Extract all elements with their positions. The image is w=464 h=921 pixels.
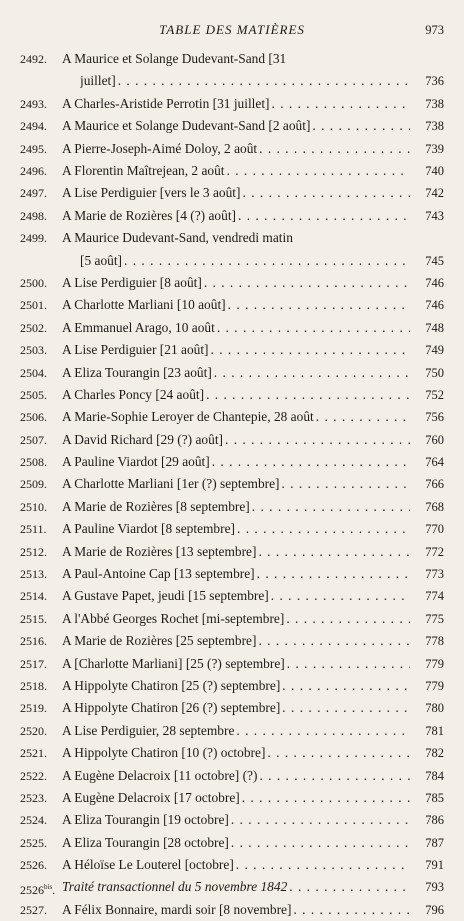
- dot-leader: [214, 362, 410, 384]
- entry-page-number: 742: [425, 186, 444, 201]
- entry-page-number: 739: [425, 141, 444, 156]
- entry-title: A Marie de Rozières [13 septembre]: [62, 543, 257, 559]
- toc-entry: [0, 93, 464, 115]
- entry-number: 2522.: [20, 768, 47, 783]
- entry-number: 2513.: [20, 567, 47, 582]
- dot-leader: [282, 473, 410, 495]
- toc-entry: [0, 697, 464, 719]
- dot-leader: [258, 541, 410, 563]
- entry-title: A Lise Perdiguier [8 août]: [62, 274, 202, 290]
- entry-number: 2512.: [20, 544, 47, 559]
- toc-entry: [0, 608, 464, 630]
- dot-leader: [267, 742, 410, 764]
- toc-entry: [0, 384, 464, 406]
- entry-number: 2514.: [20, 589, 47, 604]
- entry-number-superscript: bis: [44, 883, 53, 892]
- toc-entry: [0, 160, 464, 182]
- entry-number: $2526^{bis}$.: [20, 883, 56, 898]
- toc-entry: [0, 362, 464, 384]
- entry-number: 2516.: [20, 634, 47, 649]
- dot-leader: [212, 451, 410, 473]
- toc-entry: [0, 630, 464, 652]
- entry-page-number: 775: [425, 611, 444, 626]
- entry-title: A Hippolyte Chatiron [10 (?) octobre]: [62, 745, 266, 761]
- entry-title: A Maurice Dudevant-Sand, vendredi matin: [62, 230, 293, 246]
- toc-entry: [0, 899, 464, 921]
- toc-entry: [0, 541, 464, 563]
- entry-title: A Félix Bonnaire, mardi soir [8 novembre]: [62, 901, 292, 917]
- page-title: TABLE DES MATIÈRES: [159, 22, 305, 37]
- entry-number: 2511.: [20, 522, 47, 537]
- entry-number: 2527.: [20, 902, 47, 917]
- entry-number: 2493.: [20, 96, 47, 111]
- entry-title: A Lise Perdiguier [vers le 3 août]: [62, 185, 241, 201]
- toc-entry: [0, 294, 464, 316]
- entry-page-number: 779: [425, 656, 444, 671]
- entry-title: A Héloïse Le Louterel [octobre]: [62, 857, 234, 873]
- entry-page-number: 774: [425, 589, 444, 604]
- entry-page-number: 779: [425, 678, 444, 693]
- dot-leader: [238, 205, 410, 227]
- entry-page-number: 738: [425, 96, 444, 111]
- dot-leader: [242, 787, 410, 809]
- entry-title: A Hippolyte Chatiron [26 (?) septembre]: [62, 700, 281, 716]
- entry-title: A Eliza Tourangin [19 octobre]: [62, 812, 229, 828]
- entry-page-number: 764: [425, 455, 444, 470]
- toc-entry: [0, 832, 464, 854]
- entry-title: A l'Abbé Georges Rochet [mi-septembre]: [62, 610, 285, 626]
- toc-entry: [0, 518, 464, 540]
- entry-page-number: 787: [425, 835, 444, 850]
- toc-entry: [0, 317, 464, 339]
- toc-entry: [0, 787, 464, 809]
- entry-number: 2523.: [20, 790, 47, 805]
- dot-leader: [225, 429, 410, 451]
- entry-number: 2507.: [20, 432, 47, 447]
- entry-page-number: 746: [425, 298, 444, 313]
- toc-entry: [0, 742, 464, 764]
- entry-title: Traité transactionnel du 5 novembre 1842: [62, 879, 288, 895]
- toc-entry: [0, 876, 464, 898]
- entry-number: 2503.: [20, 343, 47, 358]
- entry-title: A Marie de Rozières [8 septembre]: [62, 498, 250, 514]
- entry-page-number: 793: [425, 880, 444, 895]
- toc-entry: [0, 765, 464, 787]
- dot-leader: [236, 854, 410, 876]
- entry-page-number: 736: [425, 74, 444, 89]
- dot-leader: [293, 899, 410, 921]
- entry-page-number: 748: [425, 320, 444, 335]
- entry-number: 2518.: [20, 678, 47, 693]
- toc-entry: [0, 473, 464, 495]
- toc-entry: [0, 429, 464, 451]
- entry-number: 2521.: [20, 746, 47, 761]
- dot-leader: [282, 675, 410, 697]
- dot-leader: [289, 876, 410, 898]
- entry-page-number: 743: [425, 208, 444, 223]
- entry-number: 2509.: [20, 477, 47, 492]
- dot-leader: [282, 697, 410, 719]
- entry-title: A Maurice et Solange Dudevant-Sand [2 août]: [62, 118, 311, 134]
- entry-title: A Charlotte Marliani [1er (?) septembre]: [62, 476, 280, 492]
- dot-leader: [236, 720, 410, 742]
- entry-number: 2498.: [20, 208, 47, 223]
- entry-number: 2499.: [20, 231, 47, 246]
- entry-page-number: 778: [425, 634, 444, 649]
- entry-title: A David Richard [29 (?) août]: [62, 431, 224, 447]
- entry-number: 2510.: [20, 499, 47, 514]
- entry-title: A Pierre-Joseph-Aimé Doloy, 2 août: [62, 140, 258, 156]
- entry-title: A Eugène Delacroix [17 octobre]: [62, 789, 240, 805]
- entry-title-continued: juillet]: [80, 73, 116, 89]
- entry-page-number: 752: [425, 387, 444, 402]
- entry-number: 2519.: [20, 701, 47, 716]
- toc-entry: [0, 138, 464, 160]
- toc-entry: [0, 809, 464, 831]
- entry-page-number: 780: [425, 701, 444, 716]
- dot-leader: [231, 809, 410, 831]
- entry-number: 2505.: [20, 387, 47, 402]
- running-header: [0, 22, 464, 40]
- entry-title: A Hippolyte Chatiron [25 (?) septembre]: [62, 677, 281, 693]
- dot-leader: [286, 608, 410, 630]
- entry-title: A Gustave Papet, jeudi [15 septembre]: [62, 588, 269, 604]
- entry-page-number: 738: [425, 119, 444, 134]
- toc-entry: [0, 339, 464, 361]
- dot-leader: [287, 653, 410, 675]
- entry-title: A Marie-Sophie Leroyer de Chantepie, 28 août: [62, 409, 314, 425]
- page-number: 973: [425, 23, 444, 37]
- entry-number: 2500.: [20, 275, 47, 290]
- entry-number: 2495.: [20, 141, 47, 156]
- toc-entry: [0, 182, 464, 204]
- entry-title-continued: [5 août]: [80, 252, 123, 268]
- toc-entry: [0, 585, 464, 607]
- entry-title: A Pauline Viardot [29 août]: [62, 454, 210, 470]
- entry-title: A Charles-Aristide Perrotin [31 juillet]: [62, 95, 270, 111]
- entry-page-number: 785: [425, 790, 444, 805]
- entry-number: 2494.: [20, 119, 47, 134]
- entry-number: 2517.: [20, 656, 47, 671]
- entry-title: A Eliza Tourangin [23 août]: [62, 364, 212, 380]
- entry-number: 2492.: [20, 52, 47, 66]
- entry-title: A Eugène Delacroix [11 octobre] (?): [62, 767, 258, 783]
- toc-entry: [0, 205, 464, 227]
- entry-title: A [Charlotte Marliani] [25 (?) septembre]: [62, 655, 285, 671]
- entry-title: A Emmanuel Arago, 10 août: [62, 319, 215, 335]
- table-of-contents: [0, 48, 464, 921]
- toc-entry: [0, 451, 464, 473]
- dot-leader: [227, 160, 410, 182]
- entry-page-number: 781: [425, 723, 444, 738]
- toc-entry: [0, 854, 464, 876]
- entry-number: 2504.: [20, 365, 47, 380]
- entry-number: 2525.: [20, 835, 47, 850]
- entry-title: A Eliza Tourangin [28 octobre]: [62, 834, 229, 850]
- entry-page-number: 770: [425, 522, 444, 537]
- toc-entry: [0, 720, 464, 742]
- dot-leader: [118, 70, 410, 92]
- dot-leader: [237, 518, 410, 540]
- entry-title: A Paul-Antoine Cap [13 septembre]: [62, 566, 255, 582]
- dot-leader: [217, 317, 410, 339]
- entry-title: A Marie de Rozières [25 septembre]: [62, 633, 257, 649]
- dot-leader: [204, 272, 410, 294]
- entry-number: 2520.: [20, 723, 47, 738]
- dot-leader: [252, 496, 410, 518]
- entry-page-number: 782: [425, 746, 444, 761]
- entry-title: A Lise Perdiguier [21 août]: [62, 342, 209, 358]
- toc-entry: [0, 48, 464, 93]
- entry-page-number: 773: [425, 567, 444, 582]
- toc-entry: [0, 227, 464, 272]
- entry-title: A Lise Perdiguier, 28 septembre: [62, 722, 235, 738]
- entry-page-number: 784: [425, 768, 444, 783]
- toc-entry: [0, 563, 464, 585]
- entry-page-number: 749: [425, 343, 444, 358]
- entry-page-number: 772: [425, 544, 444, 559]
- entry-number: 2508.: [20, 455, 47, 470]
- entry-page-number: 786: [425, 813, 444, 828]
- dot-leader: [259, 138, 410, 160]
- entry-title: A Maurice et Solange Dudevant-Sand [31: [62, 51, 287, 66]
- entry-page-number: 766: [425, 477, 444, 492]
- dot-leader: [271, 585, 410, 607]
- entry-number: 2502.: [20, 320, 47, 335]
- dot-leader: [211, 339, 410, 361]
- entry-title: A Marie de Rozières [4 (?) août]: [62, 207, 237, 223]
- toc-entry: [0, 115, 464, 137]
- dot-leader: [231, 832, 410, 854]
- entry-number: 2496.: [20, 163, 47, 178]
- dot-leader: [206, 384, 410, 406]
- entry-page-number: 746: [425, 275, 444, 290]
- entry-number: 2524.: [20, 813, 47, 828]
- toc-entry: [0, 496, 464, 518]
- dot-leader: [272, 93, 410, 115]
- entry-page-number: 756: [425, 410, 444, 425]
- dot-leader: [259, 765, 410, 787]
- toc-entry: [0, 675, 464, 697]
- entry-page-number: 796: [425, 902, 444, 917]
- entry-title: A Florentin Maîtrejean, 2 août: [62, 162, 225, 178]
- entry-number: 2515.: [20, 611, 47, 626]
- entry-number: 2506.: [20, 410, 47, 425]
- entry-page-number: 768: [425, 499, 444, 514]
- dot-leader: [258, 630, 410, 652]
- entry-number: 2501.: [20, 298, 47, 313]
- dot-leader: [243, 182, 411, 204]
- dot-leader: [316, 406, 410, 428]
- toc-entry: [0, 406, 464, 428]
- toc-entry: [0, 653, 464, 675]
- dot-leader: [228, 294, 410, 316]
- entry-number: 2526.: [20, 858, 47, 873]
- entry-page-number: 745: [425, 253, 444, 268]
- entry-page-number: 791: [425, 858, 444, 873]
- dot-leader: [124, 250, 410, 272]
- entry-number: 2497.: [20, 186, 47, 201]
- dot-leader: [257, 563, 410, 585]
- entry-title: A Pauline Viardot [8 septembre]: [62, 521, 235, 537]
- entry-title: A Charlotte Marliani [10 août]: [62, 297, 226, 313]
- entry-page-number: 760: [425, 432, 444, 447]
- entry-title: A Charles Poncy [24 août]: [62, 386, 205, 402]
- entry-page-number: 740: [425, 163, 444, 178]
- dot-leader: [312, 115, 410, 137]
- entry-page-number: 750: [425, 365, 444, 380]
- toc-entry: [0, 272, 464, 294]
